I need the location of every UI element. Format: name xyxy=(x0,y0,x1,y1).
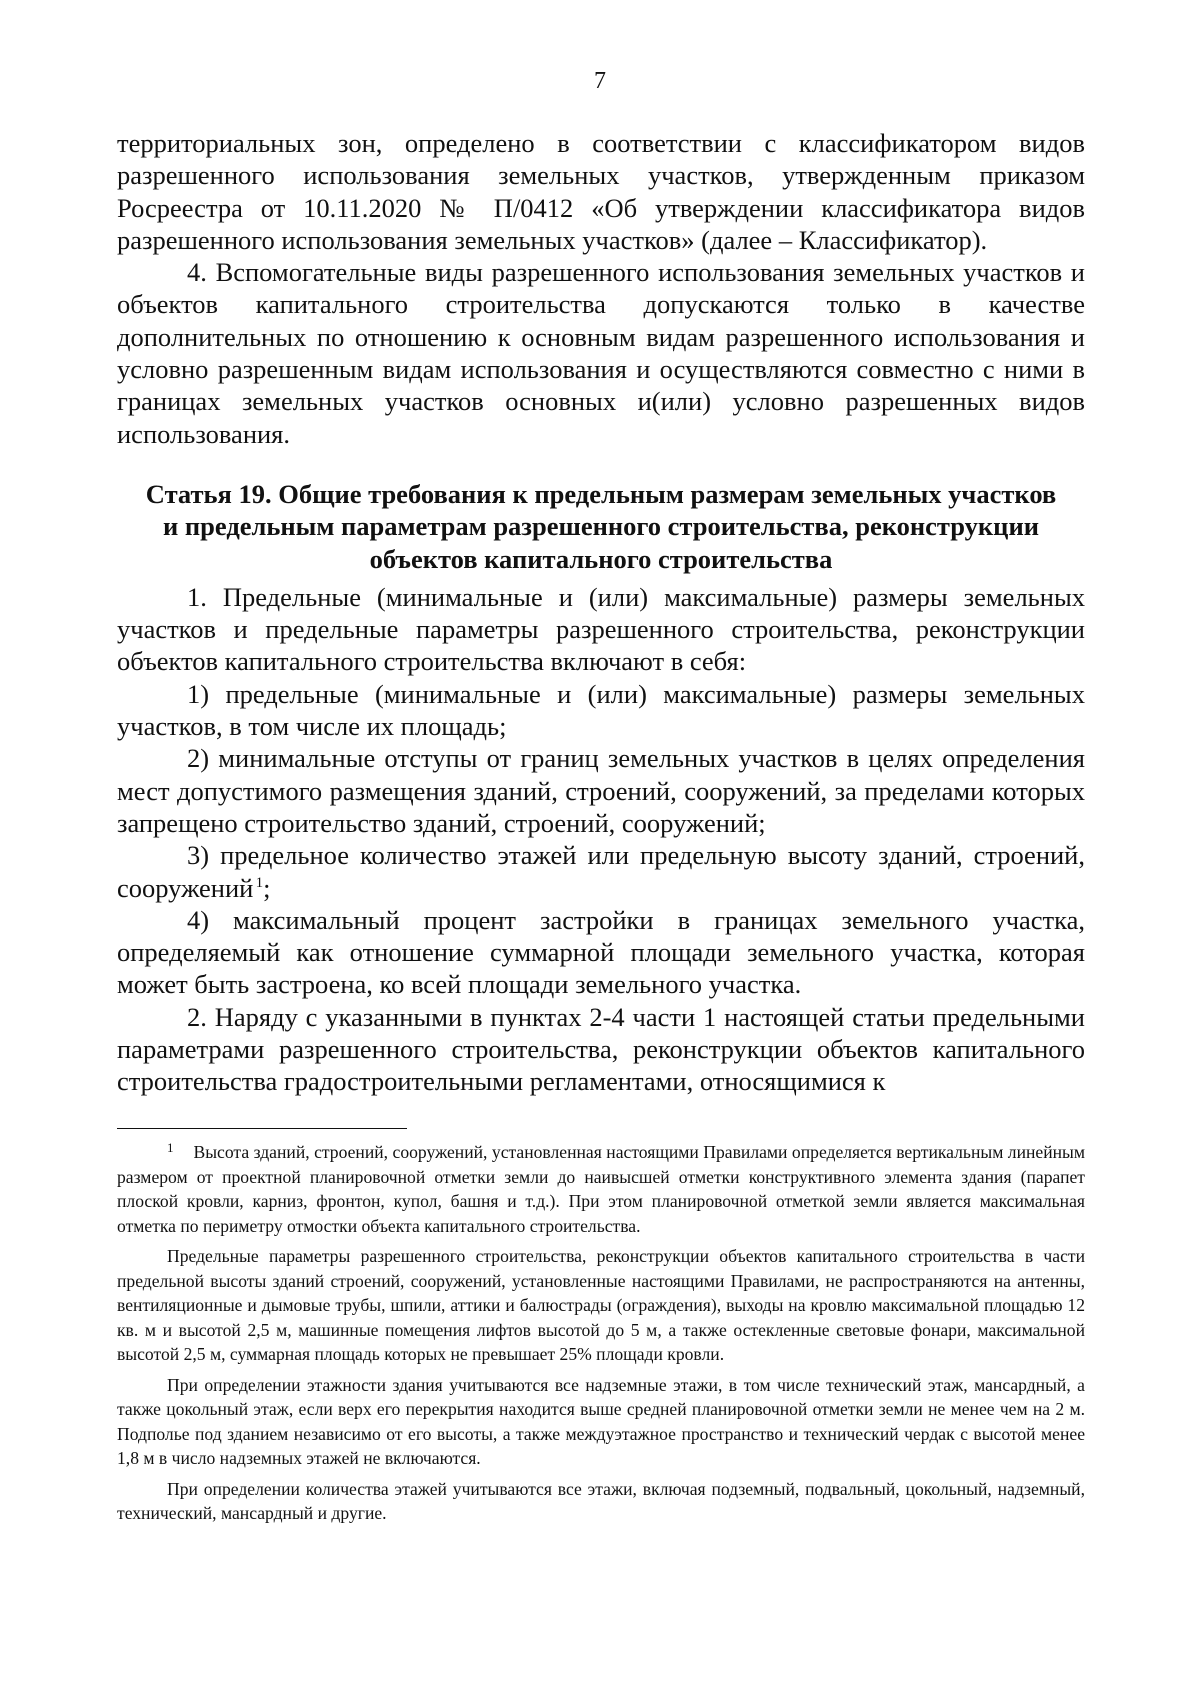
paragraph-item-4: 4. Вспомогательные виды разрешенного использования земельных участков и объектов капитального строительства допускаются только в качестве дополнительных по отношению к основным видам разрешенного использования и условно разрешенным видам использования и осуществляются совместно с ними в границах земельных участков основных и(или) условно разрешенных видов использования. xyxy=(117,257,1085,449)
footnote-1 xyxy=(117,1136,1085,1238)
article-paragraph-2: 2. Наряду с указанными в пунктах 2-4 части 1 настоящей статьи предельными параметрами разрешенного строительства, реконструкции объектов капитального строительства градостроительными регламентами, относящимися к xyxy=(117,1001,1085,1097)
article-paragraph-1: 1. Предельные (минимальные и (или) максимальные) размеры земельных участков и предельные параметры разрешенного строительства, реконструкции объектов капитального строительства включают в себя: xyxy=(117,581,1085,677)
list-item-2: 2) минимальные отступы от границ земельных участков в целях определения мест допустимого размещения зданий, строений, сооружений, за пределами которых запрещено строительство зданий, строений, сооружений; xyxy=(117,743,1085,838)
body-text xyxy=(117,127,1085,1098)
footnote-marker: 1 xyxy=(167,1140,174,1155)
list-item-3-text: 3) предельное количество этажей или предельную высоту зданий, строений, сооружений xyxy=(117,840,1085,903)
article-heading xyxy=(117,478,1085,575)
list-item-3 xyxy=(117,839,1085,904)
page-number: 7 xyxy=(594,68,606,94)
article-heading-line-1: Статья 19. Общие требования к предельным размерам земельных участков xyxy=(145,478,1057,509)
footnote-1-text: Высота зданий, строений, сооружений, установленная настоящими Правилами определяется вертикальным линейным размером от проектной планировочной отметки земли до наивысшей отметки конструктивного элемента здания (парапет плоской кровли, карниз, фронтон, купол, башня и т.д.). При этом планировочной отметкой земли является максимальная отметка по периметру отмостки объекта капитального строительства. xyxy=(117,1142,1085,1236)
footnote-4: При определении количества этажей учитываются все этажи, включая подземный, подвальный, цокольный, надземный, технический, мансардный и другие. xyxy=(117,1478,1085,1523)
list-item-1: 1) предельные (минимальные и (или) максимальные) размеры земельных участков, в том числе их площадь; xyxy=(117,678,1085,742)
footnote-3: При определении этажности здания учитываются все надземные этажи, в том числе технический этаж, мансардный, а также цокольный этаж, если верх его перекрытия находится выше средней планировочной отметки земли не менее чем на 2 м. Подполье под зданием независимо от его высоты, а также междуэтажное пространство и технический чердак с высотой менее 1,8 м в число надземных этажей не включаются. xyxy=(117,1374,1085,1468)
list-item-3-end: ; xyxy=(263,872,271,903)
footnote-2: Предельные параметры разрешенного строительства, реконструкции объектов капитального строительства в части предельной высоты зданий строений, сооружений, установленные настоящими Правилами, не распространяются на антенны, вентиляционные и дымовые трубы, шпили, аттики и балюстрады (ограждения), выходы на кровлю максимальной площадью 12 кв. м и высотой 2,5 м, машинные помещения лифтов высотой до 5 м, а также остекленные световые фонари, максимальной высотой 2,5 м, суммарная площадь которых не превышает 25% площади кровли. xyxy=(117,1246,1085,1364)
article-heading-line-2: и предельным параметрам разрешенного строительства, реконструкции xyxy=(163,511,1039,542)
list-item-4: 4) максимальный процент застройки в границах земельного участка, определяемый как отношение суммарной площади земельного участка, которая может быть застроена, ко всей площади земельного участка. xyxy=(117,904,1085,1000)
article-heading-line-3: объектов капитального строительства xyxy=(369,543,833,574)
footnotes xyxy=(117,1136,1085,1532)
paragraph-continuation: территориальных зон, определено в соответствии с классификатором видов разрешенного использования земельных участков, утвержденным приказом Росреестра от 10.11.2020 № П/0412 «Об утверждении классификатора видов разрешенного использования земельных участков» (далее – Классификатор). xyxy=(117,128,1085,255)
footnote-separator xyxy=(117,1128,407,1129)
footnote-reference[interactable]: 1 xyxy=(255,874,264,891)
